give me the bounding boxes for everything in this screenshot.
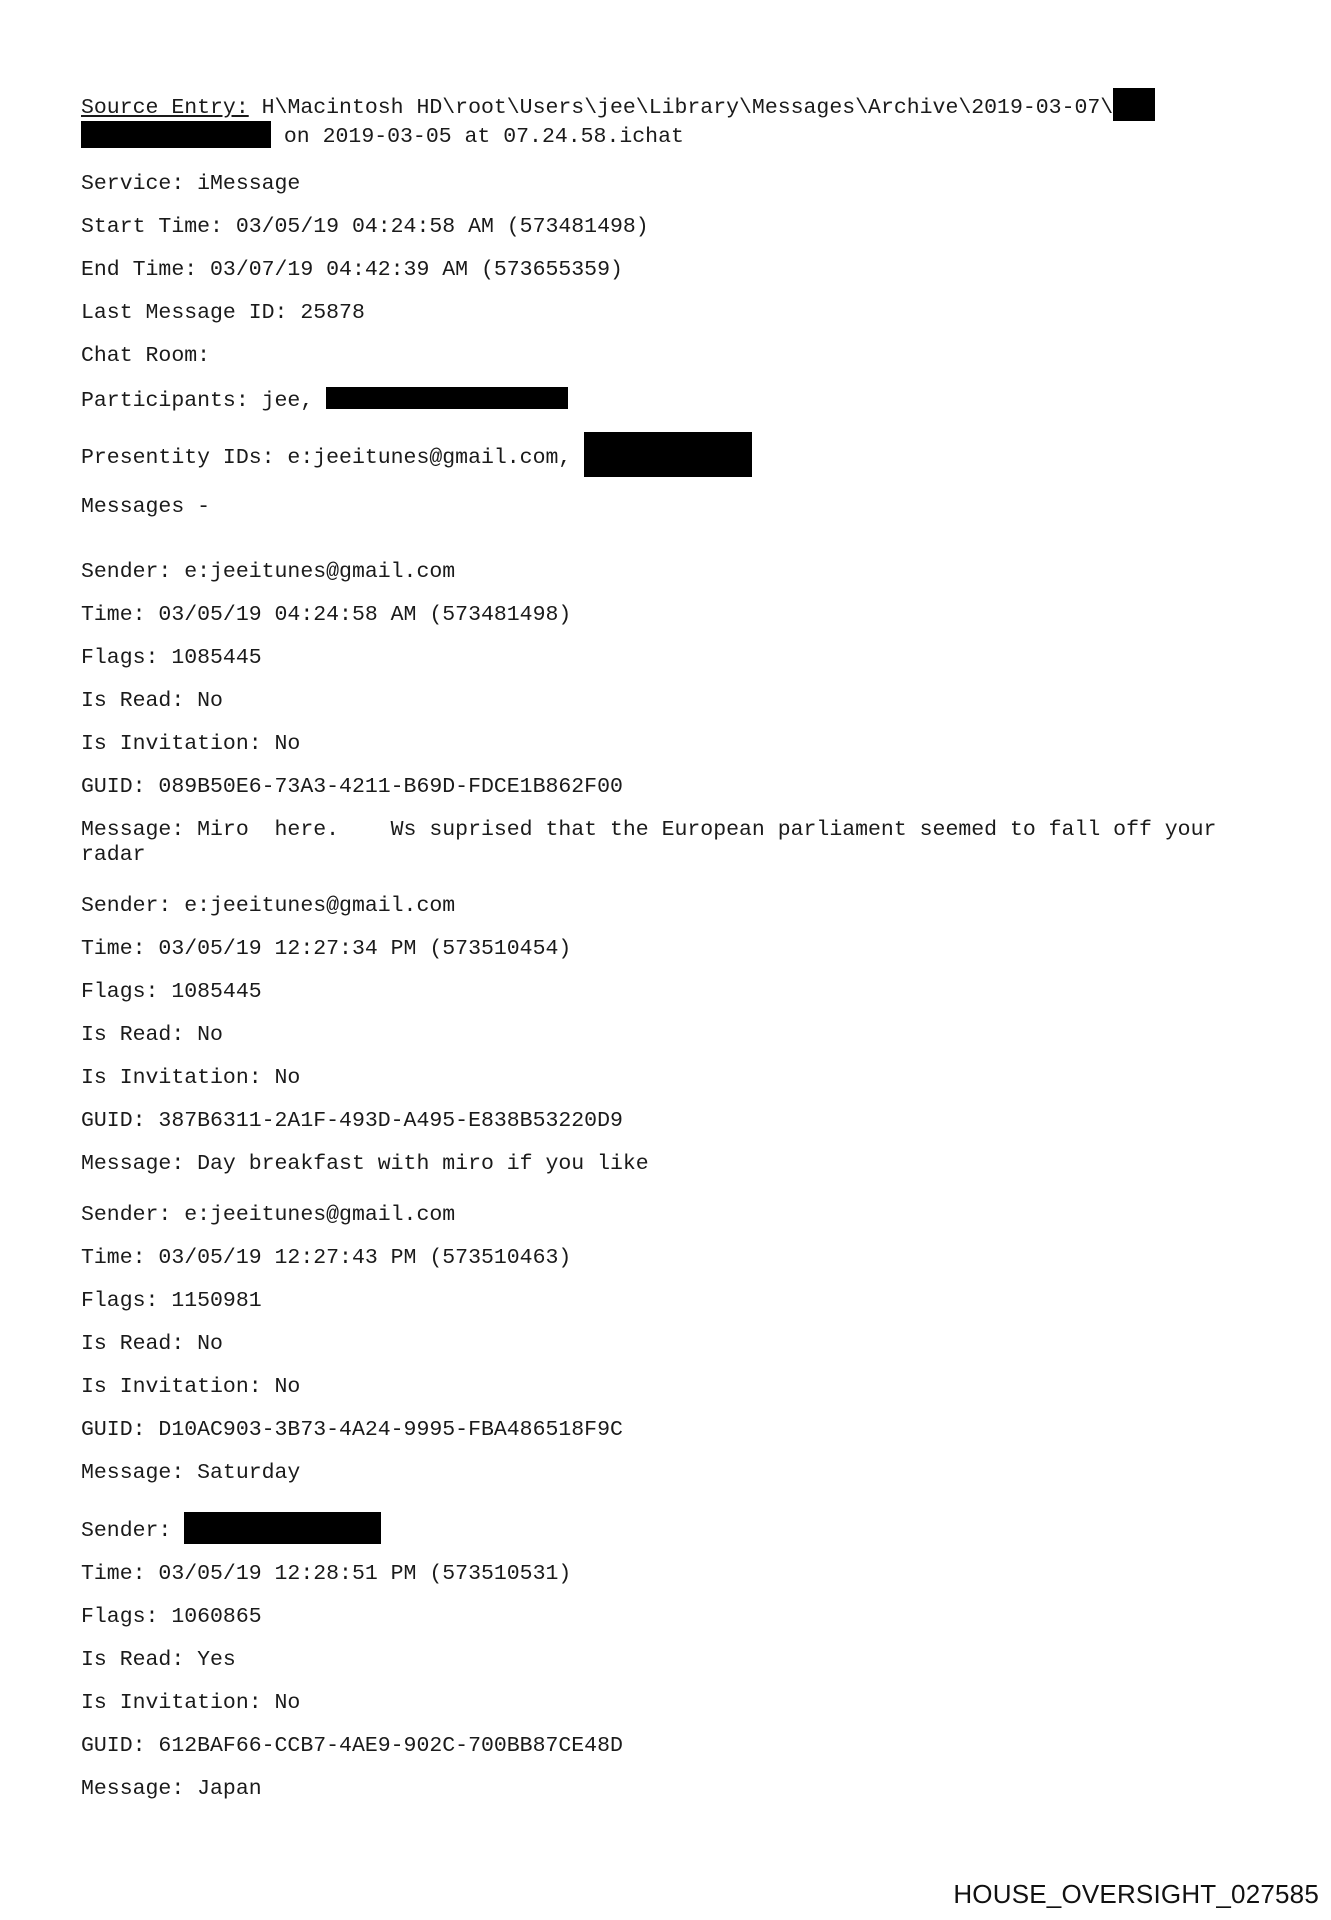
message-body: Message: Miro here. Ws suprised that the European parliament seemed to fall off your radar (81, 818, 1230, 867)
service-line: Service: iMessage (81, 172, 301, 196)
message-guid: GUID: D10AC903-3B73-4A24-9995-FBA486518F9C (81, 1418, 623, 1442)
message-entry (81, 894, 1221, 1177)
end-time-line: End Time: 03/07/19 04:42:39 AM (573655359) (81, 258, 623, 282)
participants-line (81, 387, 1221, 414)
message-entry (81, 560, 1230, 868)
message-sender (81, 1512, 1221, 1544)
start-time-line: Start Time: 03/05/19 04:24:58 AM (573481498) (81, 215, 649, 239)
participants-text: Participants: jee, (81, 389, 327, 413)
message-sender: Sender: e:jeeitunes@gmail.com (81, 1203, 456, 1227)
message-sender-label: Sender: (81, 1519, 185, 1543)
message-time: Time: 03/05/19 12:28:51 PM (573510531) (81, 1562, 572, 1586)
redaction-block (326, 387, 568, 409)
message-body: Message: Day breakfast with miro if you like (81, 1152, 649, 1176)
message-body: Message: Japan (81, 1777, 262, 1801)
message-flags: Flags: 1085445 (81, 646, 262, 670)
message-is-invitation: Is Invitation: No (81, 732, 301, 756)
chat-room-line: Chat Room: (81, 344, 211, 368)
message-guid: GUID: 612BAF66-CCB7-4AE9-902C-700BB87CE48D (81, 1734, 623, 1758)
message-flags: Flags: 1060865 (81, 1605, 262, 1629)
document-page (81, 88, 1230, 1828)
source-entry-label: Source Entry: (81, 96, 249, 120)
source-entry-tail: on 2019-03-05 at 07.24.58.ichat (271, 125, 684, 149)
redaction-block (584, 432, 752, 477)
message-is-invitation: Is Invitation: No (81, 1691, 301, 1715)
message-is-read: Is Read: No (81, 1332, 223, 1356)
messages-label: Messages - (81, 495, 211, 519)
message-is-read: Is Read: No (81, 689, 223, 713)
message-sender: Sender: e:jeeitunes@gmail.com (81, 560, 456, 584)
message-body: Message: Saturday (81, 1461, 301, 1485)
message-guid: GUID: 089B50E6-73A3-4211-B69D-FDCE1B862F00 (81, 775, 623, 799)
message-time: Time: 03/05/19 12:27:43 PM (573510463) (81, 1246, 572, 1270)
message-entry (81, 1512, 1221, 1802)
message-flags: Flags: 1085445 (81, 980, 262, 1004)
message-time: Time: 03/05/19 04:24:58 AM (573481498) (81, 603, 572, 627)
redaction-block (1113, 88, 1155, 121)
presentity-text: Presentity IDs: e:jeeitunes@gmail.com, (81, 446, 585, 470)
message-sender: Sender: e:jeeitunes@gmail.com (81, 894, 456, 918)
message-is-invitation: Is Invitation: No (81, 1375, 301, 1399)
message-entry (81, 1203, 1221, 1486)
message-is-read: Is Read: Yes (81, 1648, 236, 1672)
message-guid: GUID: 387B6311-2A1F-493D-A495-E838B53220D9 (81, 1109, 623, 1133)
source-entry (81, 88, 1221, 150)
message-is-invitation: Is Invitation: No (81, 1066, 301, 1090)
redaction-block (184, 1512, 381, 1544)
message-flags: Flags: 1150981 (81, 1289, 262, 1313)
message-time: Time: 03/05/19 12:27:34 PM (573510454) (81, 937, 572, 961)
source-entry-path: H\Macintosh HD\root\Users\jee\Library\Messages\Archive\2019-03-07\ (261, 96, 1114, 120)
last-message-id-line: Last Message ID: 25878 (81, 301, 365, 325)
message-is-read: Is Read: No (81, 1023, 223, 1047)
presentity-line (81, 432, 1221, 477)
bates-number: HOUSE_OVERSIGHT_027585 (953, 1879, 1319, 1909)
redaction-block (81, 121, 271, 148)
